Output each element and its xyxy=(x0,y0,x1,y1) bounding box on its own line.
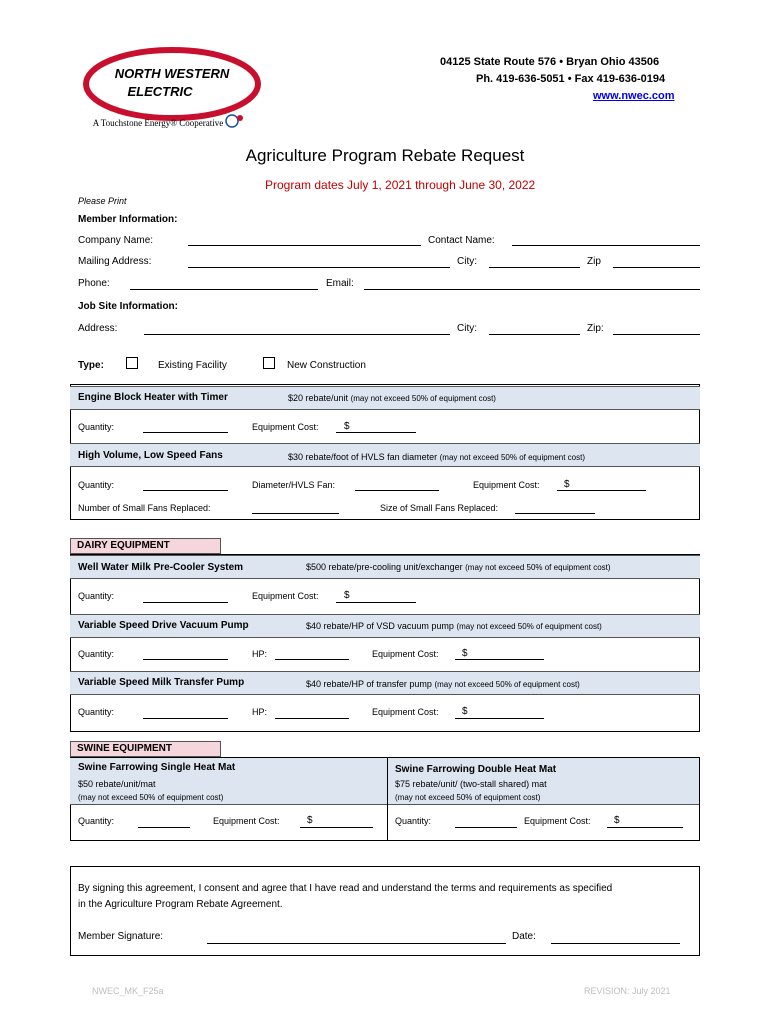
transfer-hp-label: HP: xyxy=(252,707,268,717)
swine-double-quantity-field[interactable] xyxy=(455,827,517,828)
dairy-equipment-tag: DAIRY EQUIPMENT xyxy=(70,538,221,554)
please-print: Please Print xyxy=(78,196,127,206)
company-name-label: Company Name: xyxy=(78,235,154,246)
swine-single-cost-field[interactable] xyxy=(300,827,373,828)
swine-single-title: Swine Farrowing Single Heat Mat xyxy=(78,762,236,773)
logo-line1: NORTH WESTERN xyxy=(114,66,230,81)
job-address-field[interactable] xyxy=(144,334,450,335)
logo xyxy=(82,46,262,134)
swine-double-title: Swine Farrowing Double Heat Mat xyxy=(395,764,557,775)
engine-block-rebate-amount: $20 rebate/unit xyxy=(288,393,349,403)
logo-oval-icon xyxy=(82,46,262,134)
hvls-cost-field[interactable] xyxy=(557,490,646,491)
swine-double-note: (may not exceed 50% of equipment cost) xyxy=(395,793,541,802)
small-fans-field[interactable] xyxy=(252,513,339,514)
vacuum-title: Variable Speed Drive Vacuum Pump xyxy=(78,620,249,631)
transfer-cost-label: Equipment Cost: xyxy=(372,707,439,717)
precooler-cost-dollar: $ xyxy=(344,590,350,601)
transfer-rebate-amount: $40 rebate/HP of transfer pump xyxy=(306,679,432,689)
job-zip-label: Zip: xyxy=(587,323,604,334)
contact-name-field[interactable] xyxy=(512,245,700,246)
hvls-rebate-amount: $30 rebate/foot of HVLS fan diameter xyxy=(288,452,438,462)
vacuum-quantity-label: Quantity: xyxy=(78,649,115,659)
swine-double-quantity-label: Quantity: xyxy=(395,816,432,826)
city-label: City: xyxy=(457,256,477,267)
swine-double-cost-dollar: $ xyxy=(614,815,620,826)
swine-single-quantity-label: Quantity: xyxy=(78,816,115,826)
job-zip-field[interactable] xyxy=(613,334,700,335)
swine-double-cost-field[interactable] xyxy=(607,827,683,828)
swine-single-rebate: $50 rebate/unit/mat xyxy=(78,779,156,789)
hvls-title: High Volume, Low Speed Fans xyxy=(78,450,223,461)
zip-field[interactable] xyxy=(613,267,700,268)
vacuum-quantity-field[interactable] xyxy=(143,659,228,660)
page-title: Agriculture Program Rebate Request xyxy=(245,146,525,165)
vacuum-rebate xyxy=(306,620,602,633)
engine-cost-label: Equipment Cost: xyxy=(252,422,319,432)
transfer-quantity-label: Quantity: xyxy=(78,707,115,717)
swine-single-cost-label: Equipment Cost: xyxy=(213,816,280,826)
transfer-rebate xyxy=(306,678,580,691)
hvls-diameter-label: Diameter/HVLS Fan: xyxy=(252,480,336,490)
company-phone-fax: Ph. 419-636-5051 • Fax 419-636-0194 xyxy=(476,73,666,85)
job-site-heading: Job Site Information: xyxy=(78,301,178,312)
precooler-title: Well Water Milk Pre-Cooler System xyxy=(78,562,244,573)
engine-block-note: (may not exceed 50% of equipment cost) xyxy=(350,394,496,403)
swine-single-note: (may not exceed 50% of equipment cost) xyxy=(78,793,224,802)
city-field[interactable] xyxy=(489,267,580,268)
agreement-text-line2: in the Agriculture Program Rebate Agreement. xyxy=(78,899,283,910)
logo-line2: ELECTRIC xyxy=(127,84,193,99)
small-fans-size-label: Size of Small Fans Replaced: xyxy=(380,503,499,513)
precooler-note: (may not exceed 50% of equipment cost) xyxy=(465,563,611,572)
hvls-rebate xyxy=(288,451,585,464)
new-construction-checkbox[interactable] xyxy=(263,357,275,369)
job-city-field[interactable] xyxy=(489,334,580,335)
transfer-quantity-field[interactable] xyxy=(143,718,228,719)
date-field[interactable] xyxy=(551,943,680,944)
transfer-cost-dollar: $ xyxy=(462,706,468,717)
form-id: NWEC_MK_F25a xyxy=(92,986,164,996)
swine-double-cost-label: Equipment Cost: xyxy=(524,816,591,826)
transfer-note: (may not exceed 50% of equipment cost) xyxy=(434,680,580,689)
vacuum-rebate-amount: $40 rebate/HP of VSD vacuum pump xyxy=(306,621,454,631)
engine-cost-field[interactable] xyxy=(336,432,416,433)
member-info-heading: Member Information: xyxy=(78,214,178,225)
company-address: 04125 State Route 576 • Bryan Ohio 43506 xyxy=(440,56,660,68)
mailing-address-label: Mailing Address: xyxy=(78,256,152,267)
email-field[interactable] xyxy=(364,289,700,290)
transfer-cost-field[interactable] xyxy=(455,718,544,719)
new-construction-label: New Construction xyxy=(287,360,366,371)
precooler-rebate-amount: $500 rebate/pre-cooling unit/exchanger xyxy=(306,562,463,572)
engine-quantity-label: Quantity: xyxy=(78,422,115,432)
member-signature-label: Member Signature: xyxy=(78,931,164,942)
hvls-note: (may not exceed 50% of equipment cost) xyxy=(439,453,586,462)
phone-label: Phone: xyxy=(78,278,110,289)
vacuum-hp-field[interactable] xyxy=(275,659,349,660)
vacuum-note: (may not exceed 50% of equipment cost) xyxy=(456,622,602,631)
mailing-address-field[interactable] xyxy=(188,267,450,268)
agreement-text-line1: By signing this agreement, I consent and agree that I have read and understand the terms and requirements as specified xyxy=(78,883,613,894)
company-name-field[interactable] xyxy=(188,245,421,246)
swine-equipment-tag: SWINE EQUIPMENT xyxy=(70,741,221,757)
precooler-cost-field[interactable] xyxy=(336,602,416,603)
existing-facility-checkbox[interactable] xyxy=(126,357,138,369)
type-label: Type: xyxy=(78,360,104,371)
vacuum-cost-field[interactable] xyxy=(455,659,544,660)
contact-name-label: Contact Name: xyxy=(428,235,495,246)
hvls-cost-label: Equipment Cost: xyxy=(473,480,540,490)
job-address-label: Address: xyxy=(78,323,118,334)
precooler-cost-label: Equipment Cost: xyxy=(252,591,319,601)
revision-date: REVISION: July 2021 xyxy=(584,986,671,996)
email-label: Email: xyxy=(326,278,354,289)
transfer-title: Variable Speed Milk Transfer Pump xyxy=(78,677,245,688)
zip-label: Zip xyxy=(587,256,601,267)
small-fans-label: Number of Small Fans Replaced: xyxy=(78,503,211,513)
hvls-quantity-field[interactable] xyxy=(143,490,228,491)
member-signature-field[interactable] xyxy=(207,943,506,944)
swine-double-rebate: $75 rebate/unit/ (two-stall shared) mat xyxy=(395,779,547,789)
engine-block-rebate xyxy=(288,392,496,405)
vacuum-hp-label: HP: xyxy=(252,649,268,659)
phone-field[interactable] xyxy=(130,289,318,290)
swine-single-quantity-field[interactable] xyxy=(138,827,190,828)
program-dates: Program dates July 1, 2021 through June 30, 2022 xyxy=(265,178,536,192)
hvls-cost-dollar: $ xyxy=(564,479,570,490)
precooler-quantity-field[interactable] xyxy=(143,602,228,603)
small-fans-size-field[interactable] xyxy=(515,513,595,514)
vacuum-cost-label: Equipment Cost: xyxy=(372,649,439,659)
transfer-hp-field[interactable] xyxy=(275,718,349,719)
hvls-quantity-label: Quantity: xyxy=(78,480,115,490)
existing-facility-label: Existing Facility xyxy=(158,360,227,371)
engine-quantity-field[interactable] xyxy=(143,432,228,433)
precooler-rebate xyxy=(306,561,611,574)
job-city-label: City: xyxy=(457,323,477,334)
logo-tagline: A Touchstone Energy® Cooperative xyxy=(92,118,224,128)
engine-block-title: Engine Block Heater with Timer xyxy=(78,392,228,403)
hvls-diameter-field[interactable] xyxy=(355,490,439,491)
date-label: Date: xyxy=(512,931,536,942)
vacuum-cost-dollar: $ xyxy=(462,648,468,659)
engine-cost-dollar: $ xyxy=(344,421,350,432)
precooler-quantity-label: Quantity: xyxy=(78,591,115,601)
swine-single-cost-dollar: $ xyxy=(307,815,313,826)
company-website-link[interactable]: www.nwec.com xyxy=(593,90,675,102)
